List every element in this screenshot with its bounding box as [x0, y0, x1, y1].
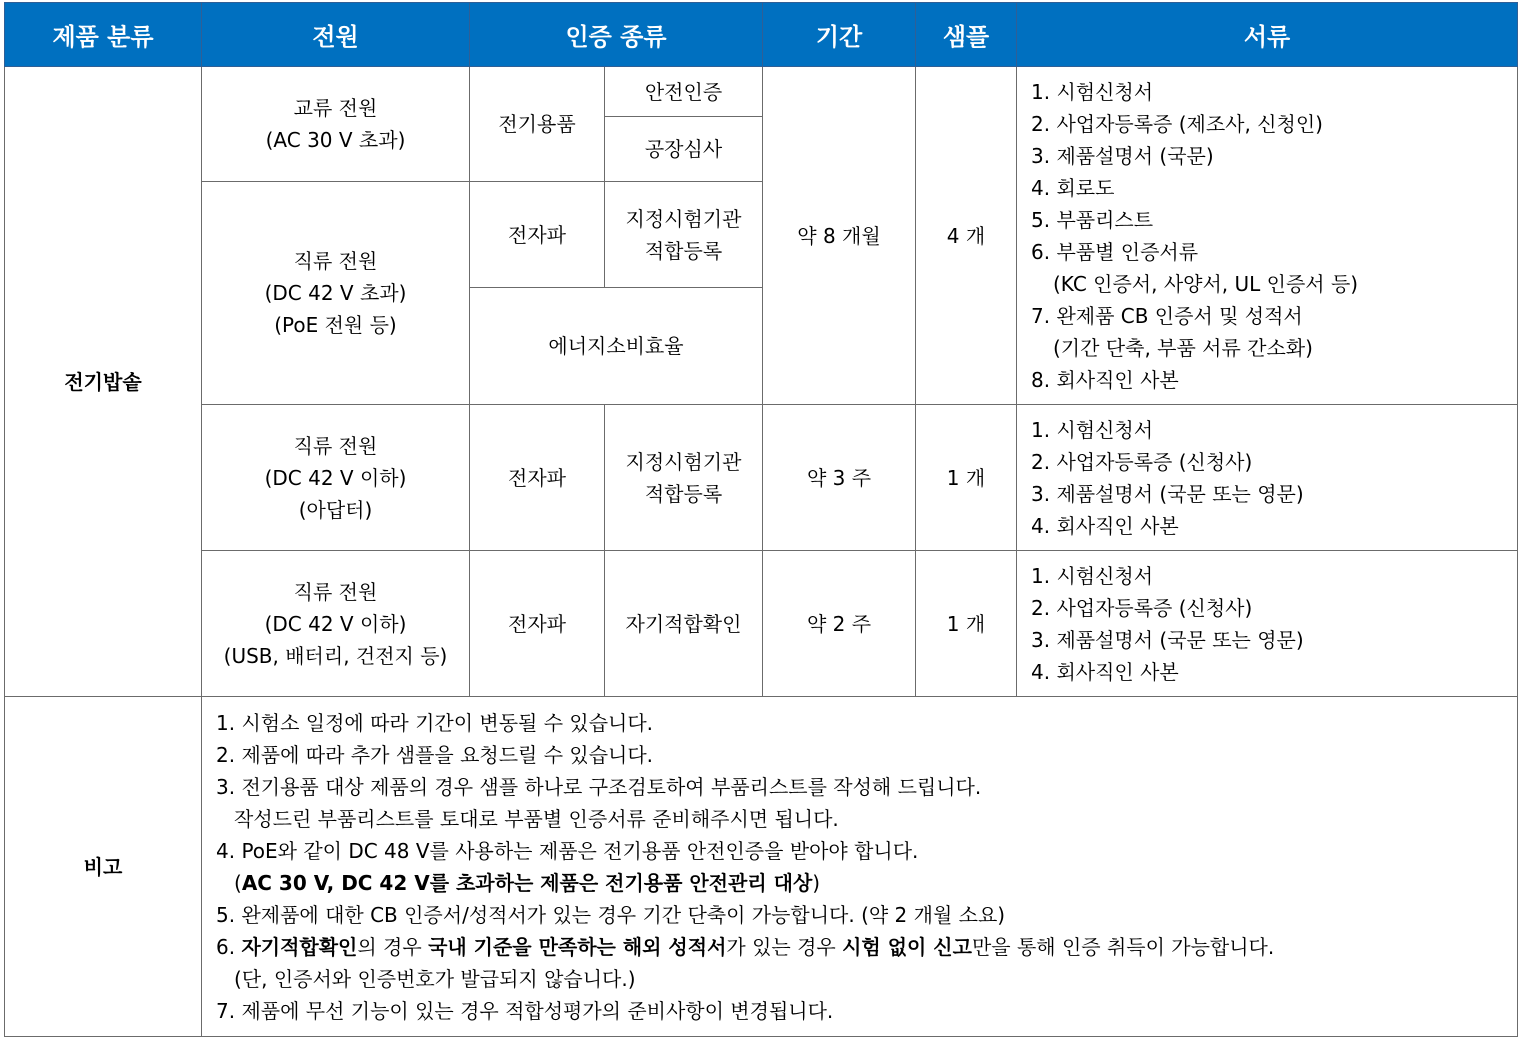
remark-item: 2. 제품에 따라 추가 샘플을 요청드릴 수 있습니다.: [216, 742, 654, 767]
sample-cell-group3: 1 개: [916, 551, 1017, 697]
cert-designated-line2: 적합등록: [644, 481, 723, 506]
period-cell-group2: 약 3 주: [763, 405, 916, 551]
power-dc-line2: (DC 42 V 초과): [264, 281, 407, 305]
category-cell: 전기밥솥: [5, 67, 202, 697]
power-ac-line2: (AC 30 V 초과): [265, 128, 406, 152]
power-line2: (DC 42 V 이하): [264, 465, 407, 490]
header-documents: 서류: [1017, 3, 1518, 67]
remark-item-sub: [216, 867, 1517, 899]
certification-table: [4, 2, 1518, 1037]
cert-energy-cell: 에너지소비효율: [470, 288, 763, 405]
doc-item: 5. 부품리스트: [1031, 207, 1154, 232]
power-dc-cell: [202, 182, 470, 405]
cert-emc-cell: 전자파: [470, 182, 605, 288]
remark-item: [216, 931, 1517, 963]
sample-cell-group1: 4 개: [916, 67, 1017, 405]
power-line3: (아답터): [298, 497, 373, 522]
cert-safety-cell: 안전인증: [605, 67, 763, 117]
doc-item: 4. 회사직인 사본: [1031, 513, 1179, 538]
header-row: [5, 3, 1518, 67]
remark-item: 3. 전기용품 대상 제품의 경우 샘플 하나로 구조검토하여 부품리스트를 작성해 드립니다.: [216, 774, 982, 799]
cert-designated-line2: 적합등록: [644, 238, 723, 263]
doc-item: 1. 시험신청서: [1031, 79, 1154, 104]
doc-item: 3. 제품설명서 (국문 또는 영문): [1031, 481, 1304, 506]
cert-designated-cell: [605, 182, 763, 288]
header-category: 제품 분류: [5, 3, 202, 67]
cert-designated-cell-group2: [605, 405, 763, 551]
remark-item: 1. 시험소 일정에 따라 기간이 변동될 수 있습니다.: [216, 710, 654, 735]
remark-text: 의 경우: [357, 934, 429, 959]
documents-list-group1: [1017, 67, 1518, 405]
period-cell-group3: 약 2 주: [763, 551, 916, 697]
doc-item: 3. 제품설명서 (국문 또는 영문): [1031, 627, 1304, 652]
remark-text: 만을 통해 인증 취득이 가능합니다.: [971, 934, 1275, 959]
remark-text: 가 있는 경우: [726, 934, 843, 959]
power-cell-group3: [202, 551, 470, 697]
cert-emc-cell-group3: 전자파: [470, 551, 605, 697]
table-row: [5, 551, 1518, 697]
remark-item-sub: 작성드린 부품리스트를 토대로 부품별 인증서류 준비해주시면 됩니다.: [234, 806, 839, 831]
remark-text: ): [812, 870, 821, 895]
remark-bold: 국내 기준을 만족하는 해외 성적서: [428, 934, 727, 959]
doc-item: 3. 제품설명서 (국문): [1031, 143, 1214, 168]
doc-item: 1. 시험신청서: [1031, 417, 1154, 442]
doc-item: 7. 완제품 CB 인증서 및 성적서: [1031, 303, 1303, 328]
doc-item-sub: (기간 단축, 부품 서류 간소화): [1053, 335, 1313, 360]
header-power: 전원: [202, 3, 470, 67]
remarks-row: [5, 697, 1518, 1037]
documents-list-group2: [1017, 405, 1518, 551]
cert-designated-line1: 지정시험기관: [625, 206, 742, 231]
table-row: [5, 405, 1518, 551]
remark-bold: AC 30 V, DC 42 V를 초과하는 제품은 전기용품 안전관리 대상: [241, 870, 813, 895]
power-line1: 직류 전원: [293, 579, 378, 604]
doc-item: 2. 사업자등록증 (신청사): [1031, 449, 1253, 474]
header-cert-type: 인증 종류: [470, 3, 763, 67]
table-row: [5, 67, 1518, 117]
doc-item: 2. 사업자등록증 (제조사, 신청인): [1031, 111, 1323, 136]
cert-emc-cell-group2: 전자파: [470, 405, 605, 551]
power-line3: (USB, 배터리, 건전지 등): [223, 643, 448, 668]
doc-item: 6. 부품별 인증서류: [1031, 239, 1199, 264]
doc-item: 2. 사업자등록증 (신청사): [1031, 595, 1253, 620]
power-ac-cell: [202, 67, 470, 182]
remark-text: (: [234, 870, 242, 895]
power-cell-group2: [202, 405, 470, 551]
remarks-label: 비고: [5, 697, 202, 1037]
doc-item: 1. 시험신청서: [1031, 563, 1154, 588]
power-line1: 직류 전원: [293, 433, 378, 458]
remark-text: 6.: [216, 934, 242, 959]
doc-item: 4. 회사직인 사본: [1031, 659, 1179, 684]
doc-item: 4. 회로도: [1031, 175, 1115, 200]
remark-bold: 시험 없이 신고: [842, 934, 972, 959]
remark-item: 5. 완제품에 대한 CB 인증서/성적서가 있는 경우 기간 단축이 가능합니다. (약 2 개월 소요): [216, 902, 1006, 927]
remark-item: 7. 제품에 무선 기능이 있는 경우 적합성평가의 준비사항이 변경됩니다.: [216, 998, 834, 1023]
cert-self-cell-group3: 자기적합확인: [605, 551, 763, 697]
remarks-notes: [202, 697, 1518, 1037]
remark-item: 4. PoE와 같이 DC 48 V를 사용하는 제품은 전기용품 안전인증을 받아야 합니다.: [216, 838, 919, 863]
sample-cell-group2: 1 개: [916, 405, 1017, 551]
cert-factory-cell: 공장심사: [605, 117, 763, 182]
doc-item: 8. 회사직인 사본: [1031, 367, 1179, 392]
remark-item-sub: (단, 인증서와 인증번호가 발급되지 않습니다.): [234, 966, 636, 991]
power-line2: (DC 42 V 이하): [264, 611, 407, 636]
power-dc-line3: (PoE 전원 등): [274, 313, 397, 337]
cert-electrical-cell: 전기용품: [470, 67, 605, 182]
period-cell-group1: 약 8 개월: [763, 67, 916, 405]
power-dc-line1: 직류 전원: [293, 249, 378, 273]
cert-designated-line1: 지정시험기관: [625, 449, 742, 474]
header-period: 기간: [763, 3, 916, 67]
doc-item-sub: (KC 인증서, 사양서, UL 인증서 등): [1053, 271, 1359, 296]
documents-list-group3: [1017, 551, 1518, 697]
header-sample: 샘플: [916, 3, 1017, 67]
power-ac-line1: 교류 전원: [293, 96, 378, 120]
remark-bold: 자기적합확인: [241, 934, 358, 959]
